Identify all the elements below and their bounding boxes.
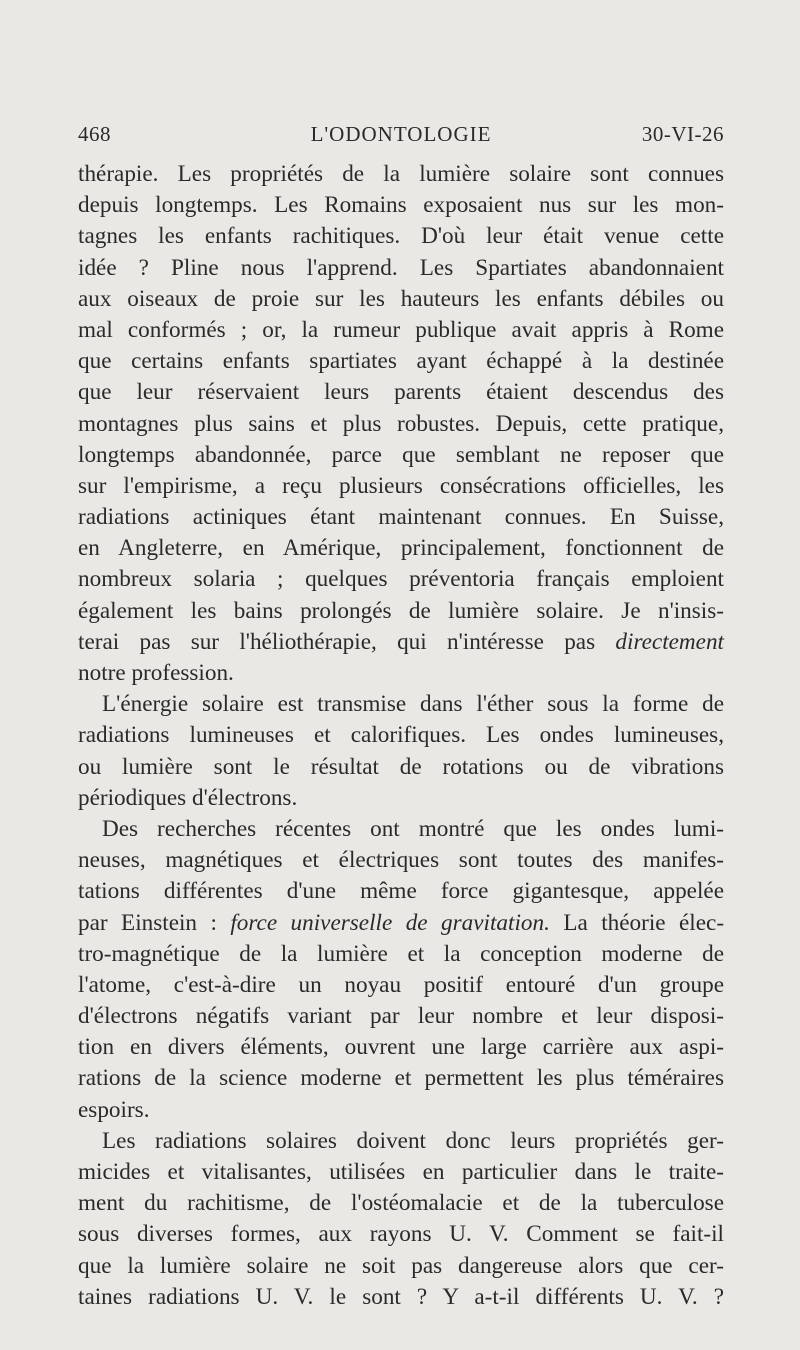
text-line: d'électrons négatifs variant par leur nombre et leur disposi- (78, 1003, 724, 1030)
text-line: ment du rachitisme, de l'ostéomalacie et de la tuberculose (78, 1190, 724, 1217)
italic-emphasis: force universelle de gravitation. (230, 909, 550, 936)
page-number: 468 (78, 122, 111, 146)
text-line: depuis longtemps. Les Romains exposaient nus sur les mon- (78, 192, 724, 219)
text-segment: La théorie élec- (563, 909, 725, 936)
text-line: tations différentes d'une même force gigantesque, appelée (78, 878, 724, 905)
text-line: également les bains prolongés de lumière solaire. Je n'insis- (78, 597, 724, 624)
text-line: Des recherches récentes ont montré que les ondes lumi- (102, 815, 724, 842)
text-line: tagnes les enfants rachitiques. D'où leur était venue cette (78, 223, 724, 250)
text-line: tion en divers éléments, ouvrent une large carrière aux aspi- (78, 1034, 724, 1061)
text-line: que leur réservaient leurs parents étaient descendus des (78, 379, 724, 406)
text-line (78, 627, 724, 658)
text-line: périodiques d'électrons. (78, 784, 298, 811)
text-line: tro-magnétique de la lumière et la conception moderne de (78, 940, 724, 967)
text-line: notre profession. (78, 660, 234, 686)
text-line: l'atome, c'est-à-dire un noyau positif entouré d'un groupe (78, 971, 724, 998)
text-line: taines radiations U. V. le sont ? Y a-t-il différents U. V. ? (78, 1283, 724, 1310)
text-line: sur l'empirisme, a reçu plusieurs consécrations officielles, les (78, 472, 724, 499)
text-line: espoirs. (78, 1096, 150, 1123)
text-line: neuses, magnétiques et électriques sont toutes des manifes- (78, 847, 724, 874)
journal-title: L'ODONTOLOGIE (310, 122, 492, 146)
text-line: thérapie. Les propriétés de la lumière solaire sont connues (78, 161, 724, 187)
text-line: radiations lumineuses et calorifiques. Les ondes lumineuses, (78, 722, 724, 749)
text-line: idée ? Pline nous l'apprend. Les Spartiates abandonnaient (78, 254, 724, 281)
text-line: longtemps abandonnée, parce que semblant ne reposer que (78, 441, 724, 468)
text-line: Les radiations solaires doivent donc leurs propriétés ger- (102, 1127, 724, 1154)
text-line: rations de la science moderne et permettent les plus téméraires (78, 1065, 724, 1092)
text-line: que certains enfants spartiates ayant échappé à la destinée (78, 348, 724, 375)
text-line: ou lumière sont le résultat de rotations ou de vibrations (78, 753, 724, 780)
text-line: sous diverses formes, aux rayons U. V. Comment se fait-il (78, 1221, 724, 1248)
running-header (78, 122, 724, 152)
text-line: L'énergie solaire est transmise dans l'éther sous la forme de (102, 691, 724, 718)
text-segment: terai pas sur l'héliothérapie, qui n'intéresse pas (78, 628, 596, 655)
text-segment: par Einstein : (78, 909, 217, 936)
text-line: en Angleterre, en Amérique, principalement, fonctionnent de (78, 535, 724, 562)
text-line: montagnes plus sains et plus robustes. Depuis, cette pratique, (78, 410, 724, 437)
text-line: aux oiseaux de proie sur les hauteurs les enfants débiles ou (78, 285, 724, 312)
italic-emphasis: directement (615, 628, 724, 655)
text-line: que la lumière solaire ne soit pas dangereuse alors que cer- (78, 1252, 724, 1279)
text-line: nombreux solaria ; quelques préventoria français emploient (78, 566, 724, 593)
issue-date: 30-VI-26 (641, 122, 724, 146)
text-line: radiations actiniques étant maintenant connues. En Suisse, (78, 504, 724, 531)
text-line: mal conformés ; or, la rumeur publique avait appris à Rome (78, 316, 724, 343)
text-line (78, 908, 724, 939)
text-line: micides et vitalisantes, utilisées en particulier dans le traite- (78, 1159, 724, 1185)
body-text (78, 159, 724, 1313)
